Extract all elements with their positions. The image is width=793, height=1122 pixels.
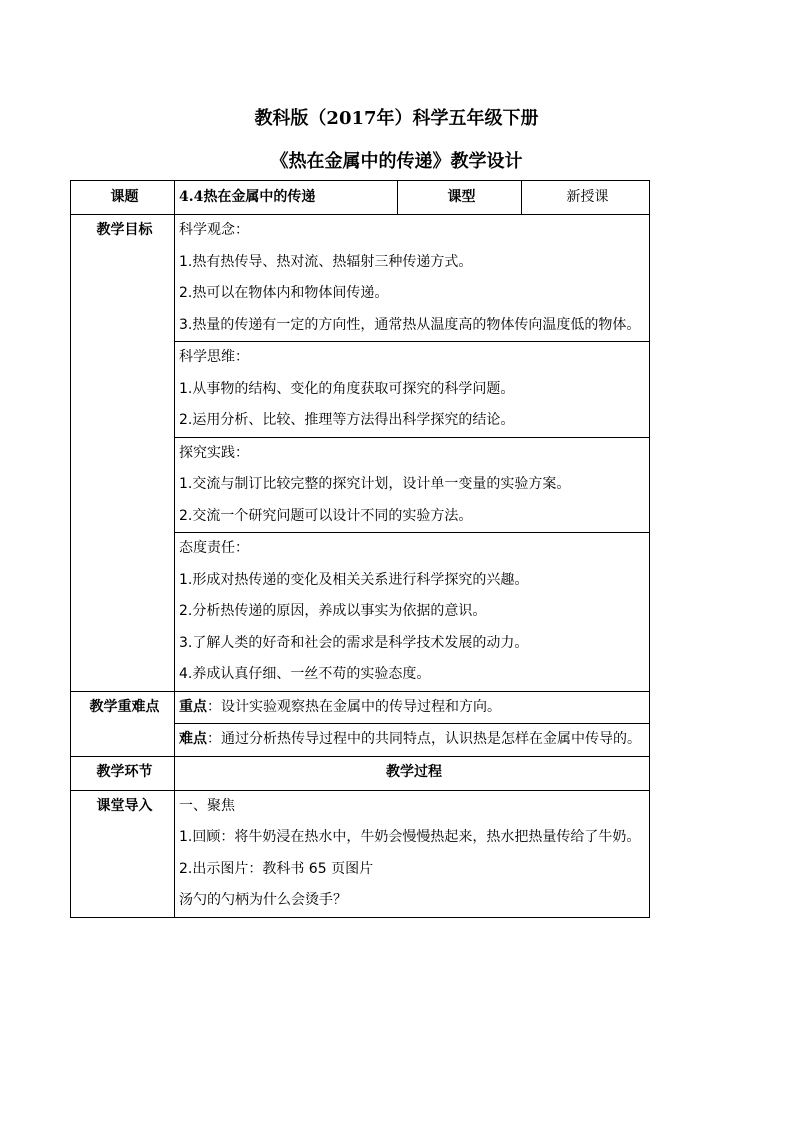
goal-heading: 探究实践： xyxy=(179,444,249,461)
key-points-label: 教学重难点 xyxy=(71,691,175,756)
document-title: 教科版（2017年）科学五年级下册 xyxy=(254,108,539,129)
difficulty-text: ：通过分析热传导过程中的共同特点，认识热是怎样在金属中传导的。 xyxy=(207,731,641,747)
goal-group-attitude xyxy=(175,533,650,692)
topic-row xyxy=(71,181,650,215)
goal-group-practice xyxy=(175,437,650,533)
goal-item: 4.养成认真仔细、一丝不苟的实验态度。 xyxy=(179,666,431,682)
goal-heading: 态度责任： xyxy=(179,540,249,556)
focus-cell xyxy=(175,691,650,724)
goals-label: 教学目标 xyxy=(71,215,175,692)
goal-item: 3.热量的传递有一定的方向性，通常热从温度高的物体传向温度低的物体。 xyxy=(179,316,641,333)
difficulty-cell xyxy=(175,724,650,757)
goal-heading: 科学观念： xyxy=(179,222,249,238)
goal-heading: 科学思维： xyxy=(179,349,249,365)
goal-item: 1.交流与制订比较完整的探究计划，设计单一变量的实验方案。 xyxy=(179,476,571,492)
goal-item: 2.运用分析、比较、推理等方法得出科学探究的结论。 xyxy=(179,412,515,428)
intro-label: 课堂导入 xyxy=(71,790,175,917)
intro-row xyxy=(71,790,650,917)
process-header-row xyxy=(71,756,650,790)
goal-group-row xyxy=(71,215,650,342)
intro-line: 2.出示图片：教科书 65 页图片 xyxy=(179,860,374,877)
focus-label: 重点 xyxy=(179,698,207,715)
lesson-plan-table xyxy=(70,180,650,918)
focus-text: ：设计实验观察热在金属中的传导过程和方向。 xyxy=(207,698,501,715)
goal-item: 1.热有热传导、热对流、热辐射三种传递方式。 xyxy=(179,253,473,270)
goal-group-concept xyxy=(175,215,650,342)
process-stage-header: 教学环节 xyxy=(71,756,175,790)
document-subtitle: 《热在金属中的传递》教学设计 xyxy=(270,151,523,172)
goal-item: 2.交流一个研究问题可以设计不同的实验方法。 xyxy=(179,507,473,524)
intro-line: 1.回顾：将牛奶浸在热水中，牛奶会慢慢热起来，热水把热量传给了牛奶。 xyxy=(179,829,641,845)
intro-line: 汤勺的勺柄为什么会烫手？ xyxy=(179,892,347,908)
topic-label: 课题 xyxy=(71,181,175,215)
topic-value: 4.4热在金属中的传递 xyxy=(175,181,398,215)
goal-item: 3.了解人类的好奇和社会的需求是科学技术发展的动力。 xyxy=(179,634,529,651)
process-content-header: 教学过程 xyxy=(175,756,650,790)
lesson-type-value: 新授课 xyxy=(522,181,650,215)
goal-item: 2.热可以在物体内和物体间传递。 xyxy=(179,285,389,301)
goal-item: 2.分析热传递的原因，养成以事实为依据的意识。 xyxy=(179,603,487,619)
intro-content xyxy=(175,790,650,917)
lesson-type-label: 课型 xyxy=(398,181,522,215)
goal-group-thinking xyxy=(175,342,650,438)
goal-item: 1.形成对热传递的变化及相关关系进行科学探究的兴趣。 xyxy=(179,571,529,588)
intro-line: 一、聚焦 xyxy=(179,797,235,814)
goal-item: 1.从事物的结构、变化的角度获取可探究的科学问题。 xyxy=(179,380,515,397)
difficulty-label: 难点 xyxy=(179,731,207,747)
key-points-row xyxy=(71,691,650,724)
